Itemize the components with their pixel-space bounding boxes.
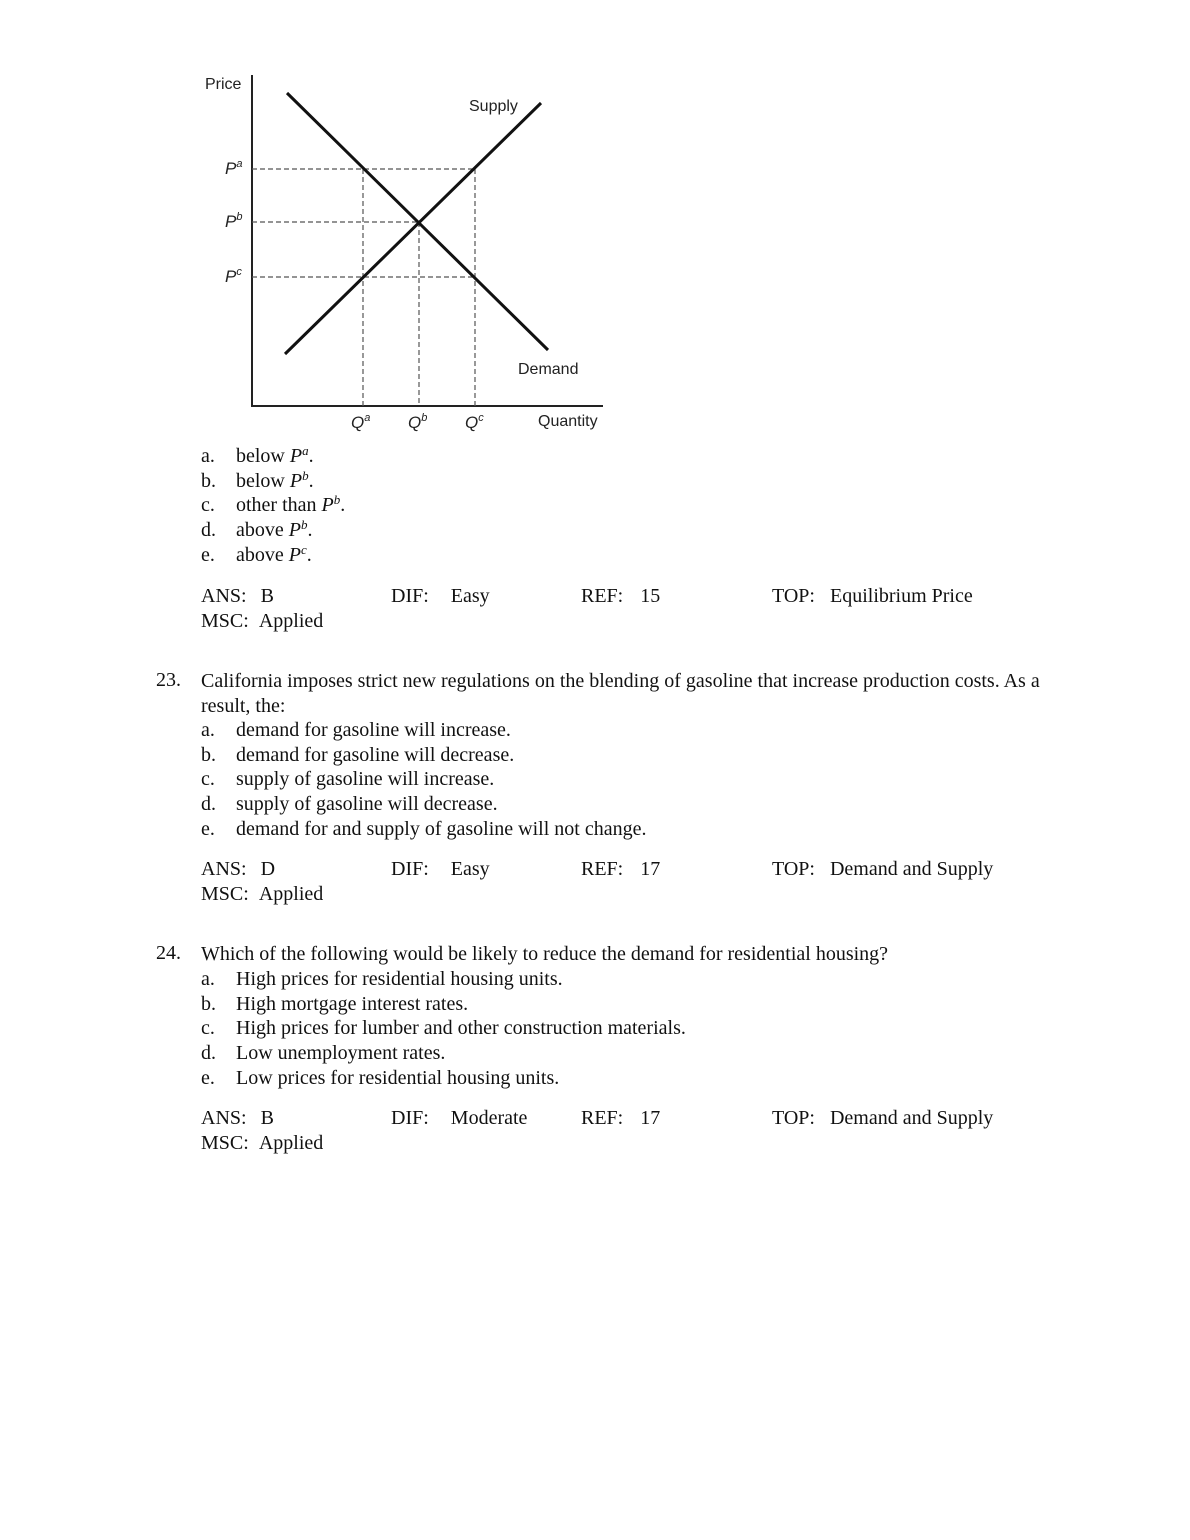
q23-option-c: c. supply of gasoline will increase. [201, 768, 495, 791]
price-level-b: $P^b$ [225, 211, 243, 231]
q24-options [201, 967, 686, 1090]
q24-text: Which of the following would be likely to reduce the demand for residential housing? [201, 943, 889, 965]
topic: TOP: Equilibrium Price [772, 585, 973, 607]
y-axis-label: Price [205, 76, 242, 93]
answer: ANS: B [201, 1107, 274, 1129]
q22-option-a: a. below $P^a$. [201, 443, 314, 467]
q22-answer-meta [201, 584, 1081, 633]
x-axis-label: Quantity [538, 413, 598, 430]
q22-option-c: c. other than $P^b$. [201, 492, 346, 517]
price-level-c: $P^c$ [225, 266, 242, 286]
q23-number: 23. [156, 669, 181, 691]
supply-label: Supply [469, 98, 518, 115]
q23-text: California imposes strict new regulations on the blending of gasoline that increase production costs. As a result, the: [201, 670, 1040, 717]
answer: ANS: B [201, 585, 274, 607]
msc: MSC: Applied [201, 609, 324, 632]
reference: REF: 17 [581, 858, 661, 880]
quantity-level-b: $Q^b$ [408, 412, 428, 432]
quantity-level-a: $Q^a$ [351, 412, 371, 432]
demand-label: Demand [518, 361, 579, 378]
q24-option-c: c. High prices for lumber and other construction materials. [201, 1017, 686, 1040]
q22-option-b: b. below $P^b$. [201, 467, 314, 492]
price-level-a: $P^a$ [225, 158, 243, 178]
q23-option-d: d. supply of gasoline will decrease. [201, 793, 498, 816]
msc: MSC: Applied [201, 1131, 324, 1154]
topic: TOP: Demand and Supply [772, 858, 994, 880]
q22-option-e: e. above $P^c$. [201, 541, 312, 566]
q23-options [201, 718, 646, 841]
q23-option-e: e. demand for and supply of gasoline will not change. [201, 817, 647, 840]
msc: MSC: Applied [201, 882, 324, 905]
reference: REF: 15 [581, 585, 661, 607]
q23-option-b: b. demand for gasoline will decrease. [201, 743, 515, 766]
difficulty: DIF: Easy [391, 585, 490, 607]
q22-options [201, 444, 345, 567]
q24-option-a: a. High prices for residential housing units. [201, 968, 563, 990]
q24-option-e: e. Low prices for residential housing units. [201, 1066, 560, 1089]
q24-option-b: b. High mortgage interest rates. [201, 992, 469, 1015]
q24-answer-meta [201, 1106, 1081, 1155]
q22-option-d: d. above $P^b$. [201, 517, 313, 542]
reference: REF: 17 [581, 1107, 661, 1129]
q24-option-d: d. Low unemployment rates. [201, 1042, 446, 1065]
answer: ANS: D [201, 858, 276, 880]
quantity-level-c: $Q^c$ [465, 412, 484, 432]
q24-number: 24. [156, 942, 181, 964]
q23-option-a: a. demand for gasoline will increase. [201, 719, 511, 741]
topic: TOP: Demand and Supply [772, 1107, 994, 1129]
q23-answer-meta [201, 857, 1081, 906]
difficulty: DIF: Easy [391, 858, 490, 880]
supply-demand-graph [195, 70, 615, 440]
supply-curve [285, 103, 541, 354]
difficulty: DIF: Moderate [391, 1107, 528, 1129]
